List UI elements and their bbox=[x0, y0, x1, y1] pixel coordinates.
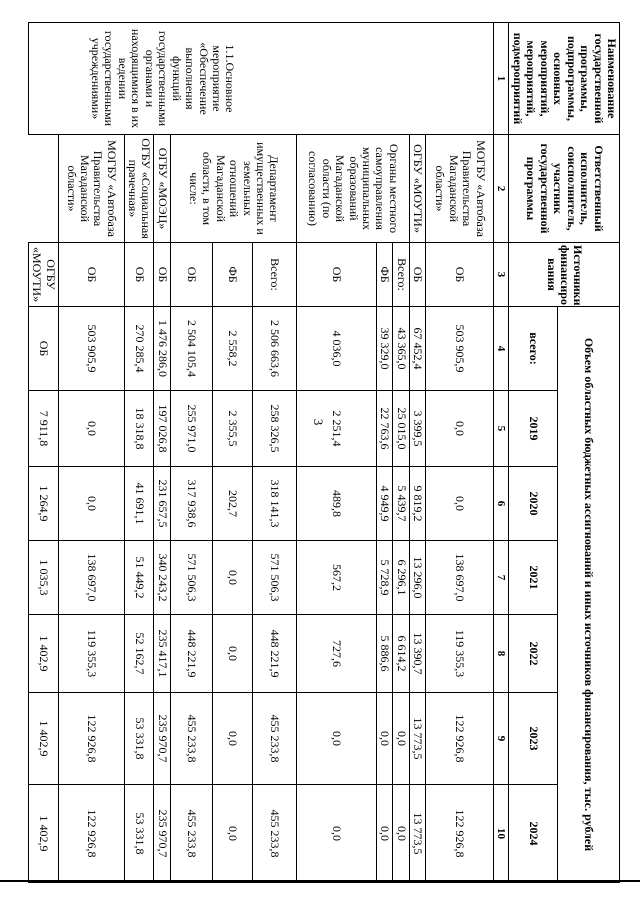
table-row bbox=[409, 23, 425, 883]
value-cell: 0,0 bbox=[212, 693, 252, 785]
header-year-2022: 2022 bbox=[509, 615, 557, 693]
header-name: Наименование государственной программы, подпрограммы, основных мероприятий, мероприятий, подмероприятий bbox=[509, 23, 620, 135]
value-cell: 1 402,9 bbox=[28, 615, 58, 693]
measure-name-top bbox=[426, 23, 494, 135]
value-cell: 13 390,7 bbox=[409, 615, 425, 693]
value-cell: 455 233,8 bbox=[252, 785, 296, 883]
col-number: 9 bbox=[494, 693, 509, 785]
col-number: 8 bbox=[494, 615, 509, 693]
page-number: 3 bbox=[311, 418, 326, 426]
value-cell: 13 296,0 bbox=[409, 541, 425, 615]
source-cell: ОБ bbox=[409, 243, 425, 307]
value-cell: 13 773,5 bbox=[409, 693, 425, 785]
col-number: 10 bbox=[494, 785, 509, 883]
value-cell: 5 728,9 bbox=[376, 541, 392, 615]
value-cell: 18 318,8 bbox=[124, 391, 154, 467]
value-cell: 2 558,2 bbox=[212, 307, 252, 391]
scan-bottom-line bbox=[0, 880, 640, 882]
value-cell: 138 697,0 bbox=[58, 541, 124, 615]
value-cell: 0,0 bbox=[393, 693, 409, 785]
value-cell: 0,0 bbox=[376, 693, 392, 785]
value-cell: 489,8 bbox=[296, 467, 376, 541]
value-cell: 317 938,6 bbox=[170, 467, 212, 541]
table-row bbox=[124, 23, 154, 883]
header-year-2019: 2019 bbox=[509, 391, 557, 467]
value-cell: 448 221,9 bbox=[252, 615, 296, 693]
col-number: 5 bbox=[494, 391, 509, 467]
value-cell: 255 971,0 bbox=[170, 391, 212, 467]
value-cell: 1 402,9 bbox=[28, 785, 58, 883]
value-cell: 138 697,0 bbox=[426, 541, 494, 615]
value-cell: 119 355,3 bbox=[58, 615, 124, 693]
value-cell: 0,0 bbox=[58, 467, 124, 541]
value-cell: 258 326,5 bbox=[252, 391, 296, 467]
col-number: 4 bbox=[494, 307, 509, 391]
header-year-2024: 2024 bbox=[509, 785, 557, 883]
value-cell: 448 221,9 bbox=[170, 615, 212, 693]
value-cell: 0,0 bbox=[376, 785, 392, 883]
responsible-cell: ОГБУ «МОУТИ» bbox=[409, 135, 425, 243]
value-cell: 6 296,1 bbox=[393, 541, 409, 615]
value-cell: 2 504 105,4 bbox=[170, 307, 212, 391]
source-cell: ОБ bbox=[124, 243, 154, 307]
value-cell: 52 162,7 bbox=[124, 615, 154, 693]
value-cell: 5 439,7 bbox=[393, 467, 409, 541]
value-cell: 41 691,1 bbox=[124, 467, 154, 541]
value-cell: 39 329,0 bbox=[376, 307, 392, 391]
responsible-cell: Органы местного самоуправления муниципальных образований Магаданской области (по согласованию) bbox=[296, 135, 409, 243]
value-cell: 25 015,0 bbox=[393, 391, 409, 467]
value-cell: 51 449,2 bbox=[124, 541, 154, 615]
measure-name: 1.1.Основное мероприятие «Обеспечение выполнения функций государственными органами и находящимися в их ведении государственными учреждениями» bbox=[28, 23, 296, 135]
header-volume: Объем областных бюджетных ассигнований и иных источников финансирования, тыс. рублей bbox=[557, 307, 619, 883]
source-cell: ОБ bbox=[170, 243, 212, 307]
value-cell: 503 905,9 bbox=[426, 307, 494, 391]
header-year-2021: 2021 bbox=[509, 541, 557, 615]
col-number: 7 bbox=[494, 541, 509, 615]
col-number: 6 bbox=[494, 467, 509, 541]
value-cell: 571 506,3 bbox=[252, 541, 296, 615]
value-cell: 122 926,8 bbox=[426, 693, 494, 785]
value-cell: 22 763,6 bbox=[376, 391, 392, 467]
source-cell: ОБ bbox=[426, 243, 494, 307]
col-number: 3 bbox=[494, 243, 509, 307]
value-cell: 2 251,4 bbox=[296, 391, 376, 467]
value-cell: 0,0 bbox=[426, 391, 494, 467]
header-year-2023: 2023 bbox=[509, 693, 557, 785]
value-cell: 727,6 bbox=[296, 615, 376, 693]
table-row bbox=[426, 23, 494, 883]
source-cell: ОБ bbox=[296, 243, 376, 307]
value-cell: 0,0 bbox=[393, 785, 409, 883]
value-cell: 235 970,7 bbox=[154, 785, 170, 883]
responsible-cell: ОГБУ «МОЭЦ» bbox=[154, 135, 170, 243]
value-cell: 9 819,2 bbox=[409, 467, 425, 541]
value-cell: 1 402,9 bbox=[28, 693, 58, 785]
value-cell: 571 506,3 bbox=[170, 541, 212, 615]
value-cell: 340 243,2 bbox=[154, 541, 170, 615]
col-number: 1 bbox=[494, 23, 509, 135]
header-total: всего: bbox=[509, 307, 557, 391]
value-cell: 0,0 bbox=[296, 785, 376, 883]
responsible-cell: МОГБУ «Автобаза Правительства Магаданской области» bbox=[426, 135, 494, 243]
value-cell: 53 331,8 bbox=[124, 693, 154, 785]
value-cell: 1 476 286,0 bbox=[154, 307, 170, 391]
table-row bbox=[393, 23, 409, 883]
value-cell: 122 926,8 bbox=[426, 785, 494, 883]
value-cell: 4 036,0 bbox=[296, 307, 376, 391]
value-cell: 0,0 bbox=[212, 541, 252, 615]
responsible-cell: ОГБУ «МОУТИ» bbox=[28, 243, 58, 307]
source-cell: ФБ bbox=[212, 243, 252, 307]
value-cell: 7 911,8 bbox=[28, 391, 58, 467]
value-cell: 67 452,4 bbox=[409, 307, 425, 391]
header-year-2020: 2020 bbox=[509, 467, 557, 541]
source-cell: Всего: bbox=[393, 243, 409, 307]
measure-name-tail bbox=[28, 135, 58, 243]
value-cell: 235 417,1 bbox=[154, 615, 170, 693]
value-cell: 455 233,8 bbox=[170, 693, 212, 785]
source-cell: Всего: bbox=[252, 243, 296, 307]
header-responsible: Ответственный исполнитель, соисполнитель, участник государственной программы bbox=[509, 135, 620, 243]
value-cell: 5 886,6 bbox=[376, 615, 392, 693]
value-cell: 231 657,5 bbox=[154, 467, 170, 541]
value-cell: 197 026,8 bbox=[154, 391, 170, 467]
table-row bbox=[252, 23, 296, 883]
table-row bbox=[58, 23, 124, 883]
measure-name-mid bbox=[296, 23, 425, 135]
source-cell: ОБ bbox=[154, 243, 170, 307]
value-cell: 235 970,7 bbox=[154, 693, 170, 785]
responsible-cell: Департамент имущественных и земельных отношений Магаданской области, в том числе: bbox=[170, 135, 296, 243]
table-row bbox=[28, 23, 58, 883]
value-cell: 119 355,3 bbox=[426, 615, 494, 693]
value-cell: 2 506 663,6 bbox=[252, 307, 296, 391]
value-cell: 122 926,8 bbox=[58, 785, 124, 883]
value-cell: 0,0 bbox=[212, 785, 252, 883]
source-cell: ОБ bbox=[58, 243, 124, 307]
value-cell: 1 035,3 bbox=[28, 541, 58, 615]
value-cell: 6 614,2 bbox=[393, 615, 409, 693]
value-cell: 122 926,8 bbox=[58, 693, 124, 785]
budget-table-sheet bbox=[30, 22, 620, 882]
table-row bbox=[154, 23, 170, 883]
value-cell: 53 331,8 bbox=[124, 785, 154, 883]
value-cell: 0,0 bbox=[426, 467, 494, 541]
value-cell: 202,7 bbox=[212, 467, 252, 541]
source-cell: ОБ bbox=[28, 307, 58, 391]
budget-table bbox=[28, 22, 620, 883]
value-cell: 2 355,5 bbox=[212, 391, 252, 467]
value-cell: 0,0 bbox=[212, 615, 252, 693]
value-cell: 318 141,3 bbox=[252, 467, 296, 541]
value-cell: 503 905,9 bbox=[58, 307, 124, 391]
header-source: Источники финансиро вания bbox=[509, 243, 620, 307]
source-cell: ФБ bbox=[376, 243, 392, 307]
responsible-cell: ОГБУ «Социальная прачечная» bbox=[124, 135, 154, 243]
value-cell: 0,0 bbox=[58, 391, 124, 467]
value-cell: 455 233,8 bbox=[252, 693, 296, 785]
value-cell: 1 264,9 bbox=[28, 467, 58, 541]
value-cell: 13 773,5 bbox=[409, 785, 425, 883]
value-cell: 0,0 bbox=[296, 693, 376, 785]
value-cell: 43 365,0 bbox=[393, 307, 409, 391]
responsible-cell: МОГБУ «Автобаза Правительства Магаданской области» bbox=[58, 135, 124, 243]
value-cell: 4 949,9 bbox=[376, 467, 392, 541]
value-cell: 270 285,4 bbox=[124, 307, 154, 391]
value-cell: 455 233,8 bbox=[170, 785, 212, 883]
col-number: 2 bbox=[494, 135, 509, 243]
value-cell: 567,2 bbox=[296, 541, 376, 615]
value-cell: 3 399,5 bbox=[409, 391, 425, 467]
